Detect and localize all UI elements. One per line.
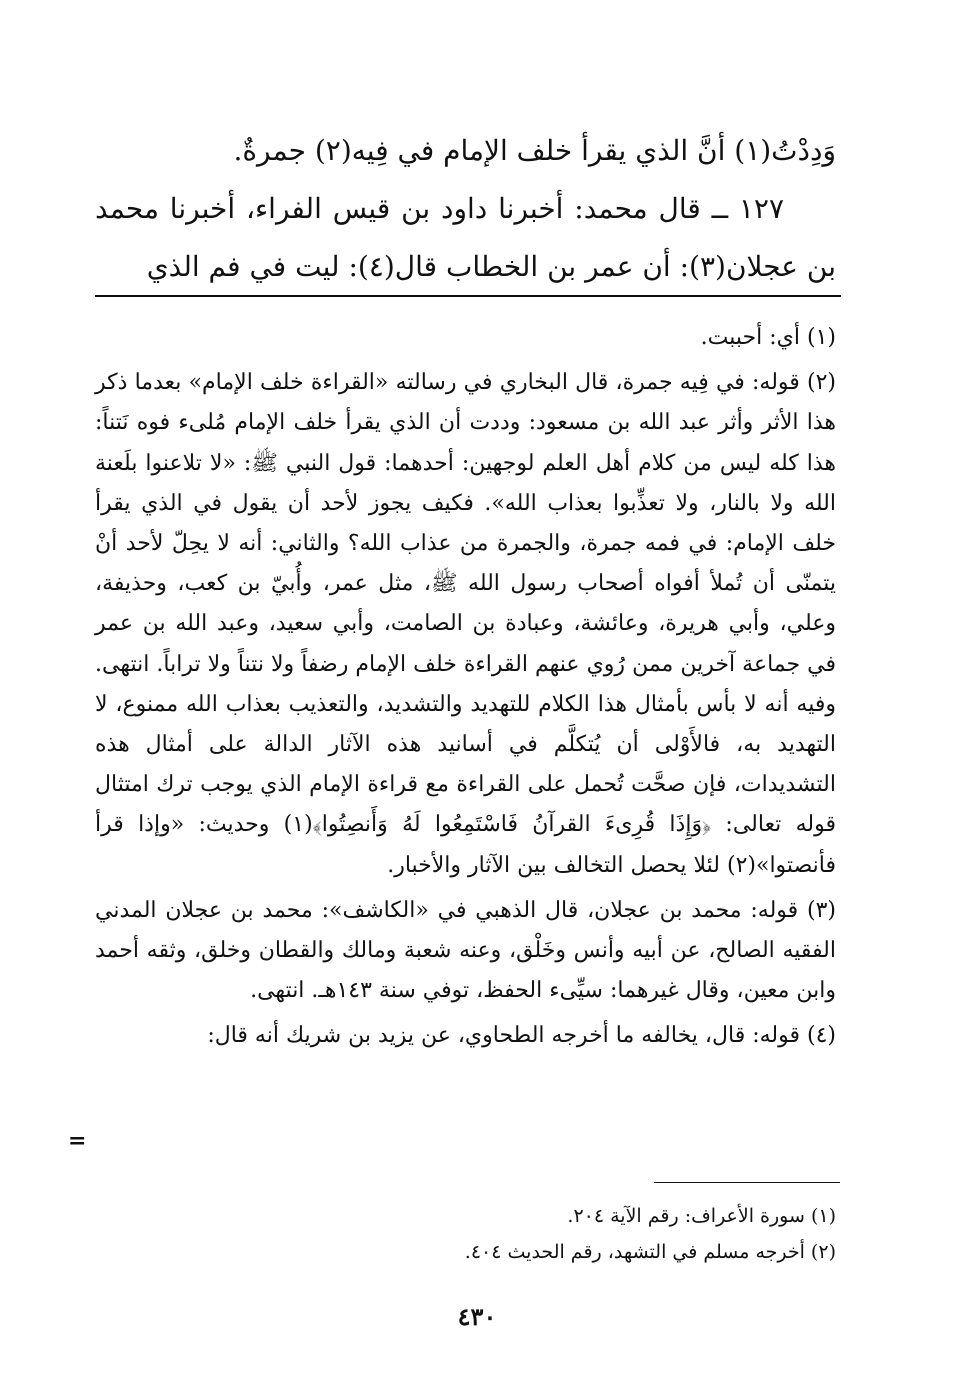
footnote-2: (٢) قوله: في فِيه جمرة، قال البخاري في رسالته «القراءة خلف الإمام» بعدما ذكر هذا الأثر وأثر عبد الله بن مسعود: وددت أن الذي يقرأ خلف الإمام مُلىء فوه نَتناً: هذا كله ليس من كلام أهل العلم لوجهين: أحدهما: قول النبي ﷺ: «لا تلاعنوا بلَعنة الله ولا بالنار، ولا تعذِّبوا بعذاب الله». فكيف يجوز لأحد أن يقول في الذي يقرأ خلف الإمام: في فمه جمرة، والجمرة من عذاب الله؟ والثاني: أنه لا يحِلّ لأحد أنْ يتمنّى أن تُملأ أفواه أصحاب رسول الله ﷺ، مثل عمر، وأُبيّ بن كعب، وحذيفة، وعلي، وأبي هريرة، وعائشة، وعبادة بن الصامت، وأبي سعيد، وعبد الله بن عمر في جماعة آخرين ممن رُوي عنهم القراءة خلف الإمام رضفاً ولا نتناً ولا تراباً. انتهى. وفيه أنه لا بأس بأمثال هذا الكلام للتهديد والتشديد، والتعذيب بعذاب الله ممنوع، لا التهديد به، فالأَوْلى أن يُتكلَّم في أسانيد هذه الآثار الدالة على أمثال هذه التشديدات، فإن صحَّت تُحمل على القراءة مع قراءة الإمام الذي يوجب ترك امتثال قوله تعالى: ﴿وَإِذَا قُرِىءَ القرآنُ فَاسْتَمِعُوا لَهُ وَأَنصِتُوا﴾(١) وحديث: «وإذا قرأ فأنصتوا»(٢) لئلا يحصل التخالف بين الآثار والأخبار.: [95, 370, 837, 878]
main-footnote-divider: [95, 295, 841, 297]
subnotes-section: [200, 1198, 836, 1270]
main-text-line-1: وَدِدْتُ(١) أنَّ الذي يقرأ خلف الإمام في فِيه(٢) جمرةٌ.: [233, 134, 836, 167]
footnote-3: (٣) قوله: محمد بن عجلان، قال الذهبي في «الكاشف»: محمد بن عجلان المدني الفقيه الصالح، عن أبيه وأنس وخَلْق، وعنه شعبة ومالك والقطان وخلق، وثقه أحمد وابن معين، وقال غيرهما: سيِّىء الحفظ، توفي سنة ١٤٣هـ. انتهى.: [95, 897, 836, 1004]
continuation-mark: =: [68, 1128, 87, 1154]
hadith-127-paragraph: ١٢٧ ــ قال محمد: أخبرنا داود بن قيس الفراء، أخبرنا محمد بن عجلان(٣): أن عمر بن الخطاب قال(٤): ليت في فم الذي: [95, 192, 836, 283]
subnote-1: (١) سورة الأعراف: رقم الآية ٢٠٤.: [567, 1205, 836, 1227]
footnote-4: (٤) قوله: قال، يخالفه ما أخرجه الطحاوي، عن يزيد بن شريك أنه قال:: [207, 1023, 836, 1049]
page-number: ٤٣٠: [457, 1302, 497, 1331]
footnotes-section: [95, 318, 836, 1062]
subnote-divider: [654, 1182, 840, 1183]
main-text: [95, 122, 836, 296]
subnote-2: (٢) أخرجه مسلم في التشهد، رقم الحديث ٤٠٤.: [464, 1241, 836, 1263]
footnote-1: (١) أي: أحببت.: [700, 325, 836, 350]
